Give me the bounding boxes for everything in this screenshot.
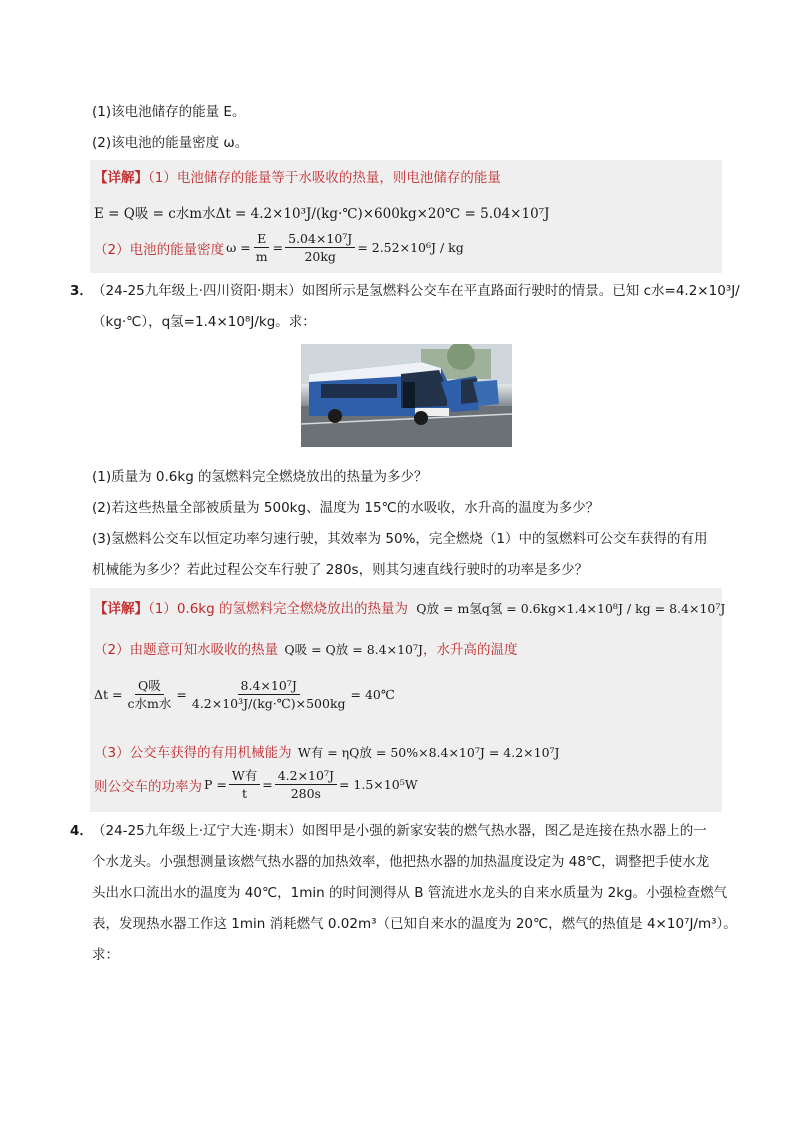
question-text: 头出水口流出水的温度为 40℃，1min 的时间测得从 B 管流进水龙头的自来水质量为 2kg。小强检查燃气: [92, 885, 728, 901]
solution-step-1: [94, 166, 501, 186]
equation-heat-released: Q放 = m氢q氢 = 0.6kg×1.4×10⁸J / kg = 8.4×10⁷J: [416, 601, 726, 616]
question-part-2: (2)该电池的能量密度 ω。: [92, 135, 249, 151]
equation-heat-absorbed: Q吸 = Q放 = 8.4×10⁷J: [284, 642, 424, 657]
solution-tag: 【详解】: [94, 601, 148, 617]
question-part-1: (1)该电池储存的能量 E。: [92, 104, 246, 120]
question-part-3: (3)氢燃料公交车以恒定功率匀速行驶，其效率为 50%，完全燃烧（1）中的氢燃料可公交车获得的有用: [92, 531, 708, 547]
fraction-numerator: W有: [229, 768, 260, 785]
fraction-numerator: 8.4×10⁷J: [238, 678, 300, 695]
question-part-2: (2)若这些热量全部被质量为 500kg、温度为 15℃的水吸收，水升高的温度为多少？: [92, 500, 600, 516]
fraction: [229, 768, 260, 801]
solution-block-q2: [90, 160, 722, 273]
question-text: 表，发现热水器工作这 1min 消耗燃气 0.02m³（已知自来水的温度为 20℃，燃气的热值是 4×10⁷J/m³）。: [92, 916, 737, 932]
fraction-numerator: Q吸: [135, 678, 164, 695]
fraction: [189, 678, 349, 711]
question-number: 3．: [70, 283, 93, 299]
solution-text: ，水升高的温度: [423, 642, 518, 658]
solution-block-q3: [90, 588, 726, 812]
solution-text: （1）0.6kg 的氢燃料完全燃烧放出的热量为: [148, 601, 408, 617]
question-part-3-cont: 机械能为多少？若此过程公交车行驶了 280s，则其匀速直线行驶时的功率是多少？: [92, 562, 589, 578]
fraction-numerator: 4.2×10⁷J: [275, 768, 337, 785]
solution-step-2: [94, 638, 518, 658]
question-text: 求：: [92, 947, 119, 963]
solution-text: （3）公交车获得的有用机械能为: [94, 745, 292, 761]
fraction: [285, 231, 355, 264]
solution-text: （1）电池储存的能量等于水吸收的热量，则电池储存的能量: [148, 170, 501, 186]
fraction-numerator: E: [254, 231, 269, 248]
fraction-denominator: 20kg: [304, 249, 336, 264]
equation-result: = 1.5×10⁵W: [338, 777, 418, 792]
solution-step-2: （2）电池的能量密度 ω = $\frac{E}{m}$ = $\frac{\text{5.04×10⁷J}}{20kg}$ = 2.52×10⁶J / kg: [94, 231, 464, 264]
question-part-1: (1)质量为 0.6kg 的氢燃料完全燃烧放出的热量为多少？: [92, 469, 428, 485]
equation-lhs: P =: [204, 777, 227, 792]
equation-result: = 2.52×10⁶J / kg: [357, 240, 464, 255]
solution-text: （2）电池的能量密度: [94, 241, 225, 258]
fraction-denominator: c水m水: [127, 696, 172, 711]
bus-photo: [301, 344, 512, 447]
fraction-denominator: 4.2×10³J/(kg·℃)×500kg: [191, 696, 346, 711]
question-text: （24-25九年级上·辽宁大连·期末）如图甲是小强的新家安装的燃气热水器，图乙是连接在热水器上的一: [92, 823, 707, 839]
solution-step-4: 则公交车的功率为 P = $\frac{\text{W有}}{t}$ = $\frac{\text{4.2×10⁷J}}{280s}$ = 1.5×10⁵W: [94, 768, 418, 801]
fraction: [253, 231, 271, 264]
equation-lhs: Δt =: [94, 687, 123, 702]
fraction-denominator: m: [255, 249, 268, 264]
equation-temperature-rise: Δt = $\frac{\text{Q吸}}{\text{c水m水}}$ = $\frac{\text{8.4×10⁷J}}{\text{4.2×10³J/(kg·℃)×500kg}}$ = 40℃: [94, 678, 395, 711]
solution-tag: 【详解】: [94, 170, 148, 186]
equation-result: = 40℃: [350, 687, 395, 702]
question-text: 个水龙头。小强想测量该燃气热水器的加热效率，他把热水器的加热温度设定为 48℃，调整把手使水龙: [92, 854, 710, 870]
question-number: 4．: [70, 823, 93, 839]
question-text: （kg·℃），q氢=1.4×10⁸J/kg。求：: [92, 314, 316, 330]
fraction-denominator: t: [242, 786, 248, 801]
solution-text: （2）由题意可知水吸收的热量: [94, 642, 279, 658]
fraction-numerator: 5.04×10⁷J: [285, 231, 355, 248]
equation-lhs: ω =: [226, 240, 251, 255]
equation-energy: E = Q吸 = c水m水Δt = 4.2×10³J/(kg·℃)×600kg×20℃ = 5.04×10⁷J: [94, 206, 550, 222]
fraction: [125, 678, 175, 711]
question-text: （24-25九年级上·四川资阳·期末）如图所示是氢燃料公交车在平直路面行驶时的情景。已知 c水=4.2×10³J/: [92, 283, 740, 299]
solution-step-3: [94, 741, 560, 761]
solution-step-1: [94, 597, 725, 617]
equation-useful-work: W有 = ηQ放 = 50%×8.4×10⁷J = 4.2×10⁷J: [297, 745, 560, 760]
solution-text: 则公交车的功率为: [94, 778, 202, 795]
fraction-denominator: 280s: [290, 786, 321, 801]
fraction: [275, 768, 337, 801]
